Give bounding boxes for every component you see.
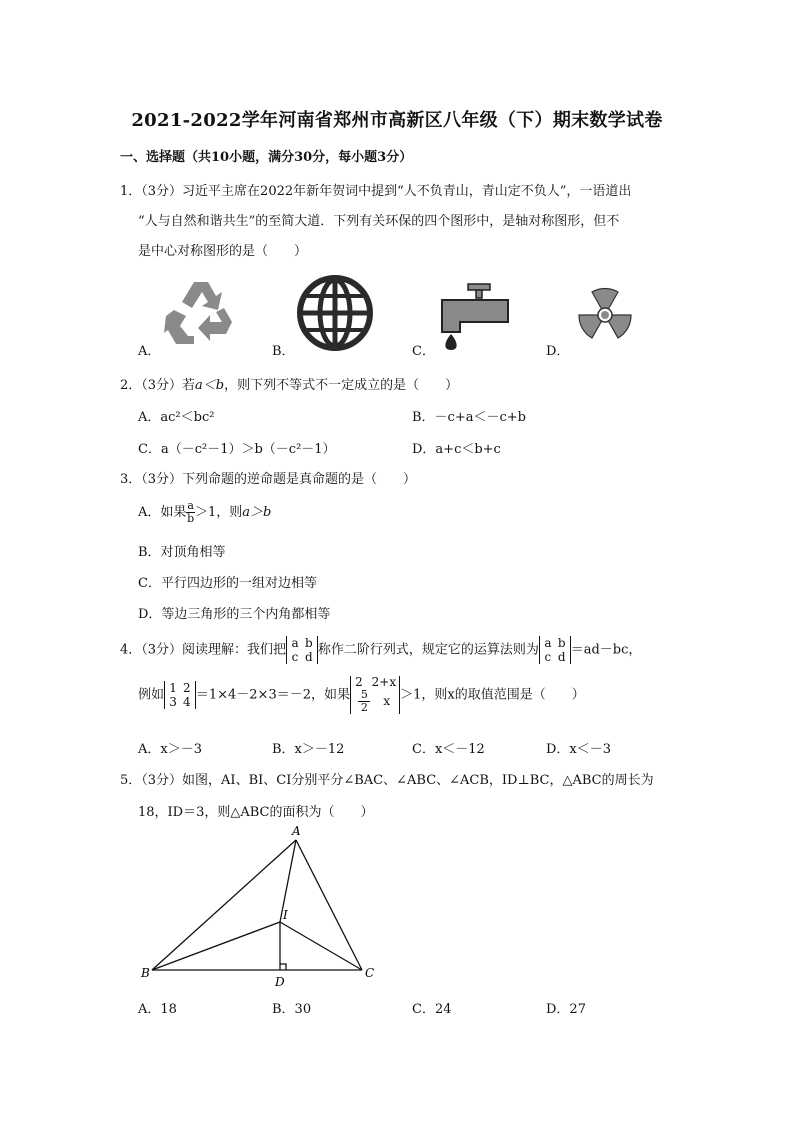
q1-line3: 是中心对称图形的是（ ） bbox=[138, 244, 308, 259]
label-b: B bbox=[141, 966, 150, 980]
q1-line2: “人与自然和谐共生”的至简大道．下列有关环保的四个图形中，是轴对称图形，但不 bbox=[138, 214, 620, 229]
q3-option-b: B．对顶角相等 bbox=[138, 545, 226, 560]
q4-line1: 4．（3分）阅读理解：我们把 a b c d 称作二阶行列式，规定它的运算法则为 a b c d ＝ad－bc， bbox=[120, 636, 642, 664]
determinant-abcd-2: a b c d bbox=[539, 636, 571, 664]
section-heading: 一、选择题（共10小题，满分30分，每小题3分） bbox=[120, 150, 413, 165]
determinant-abcd: a b c d bbox=[286, 636, 318, 664]
label-c: C bbox=[365, 966, 375, 980]
recycle-icon bbox=[164, 278, 236, 348]
q5-option-d: D．27 bbox=[546, 1002, 586, 1017]
q2-option-b: B．－c+a＜－c+b bbox=[412, 410, 526, 425]
q2-option-c: C．a（－c²－1）＞b（－c²－1） bbox=[138, 442, 336, 457]
determinant-1234: 1 2 3 4 bbox=[164, 681, 196, 709]
q4-line2: 例如 1 2 3 4 ＝1×4－2×3＝－2，如果2 2+x $\frac{5}{2}$ x ＞1，则x的取值范围是（ ） bbox=[138, 675, 585, 714]
q4-option-a: A．x＞－3 bbox=[138, 742, 202, 757]
q5-option-a: A．18 bbox=[138, 1002, 177, 1017]
globe-icon bbox=[296, 274, 374, 352]
q5-line2: 18，ID＝3，则△ABC的面积为（ ） bbox=[138, 805, 374, 820]
q5-option-c: C．24 bbox=[412, 1002, 452, 1017]
q4-option-c: C．x＜－12 bbox=[412, 742, 485, 757]
q4-option-d: D．x＜－3 bbox=[546, 742, 612, 757]
triangle-figure bbox=[136, 822, 386, 992]
q5-option-b: B．30 bbox=[272, 1002, 312, 1017]
q1-option-b: B． bbox=[272, 344, 295, 359]
radiation-icon bbox=[570, 282, 640, 348]
q5-line1: 5．（3分）如图，AI、BI、CI分别平分∠BAC、∠ABC、∠ACB，ID⊥BC，△ABC的周长为 bbox=[120, 773, 654, 788]
q3-option-c: C．平行四边形的一组对边相等 bbox=[138, 576, 317, 591]
q3-option-d: D．等边三角形的三个内角都相等 bbox=[138, 607, 331, 622]
q2-option-a: A．ac²＜bc² bbox=[138, 410, 215, 425]
determinant-x: 2 2+x $\frac{5}{2}$ x bbox=[350, 676, 400, 714]
q4-option-b: B．x＞－12 bbox=[272, 742, 345, 757]
q1-line1: 1．（3分）习近平主席在2022年新年贺词中提到“人不负青山，青山定不负人”，一语道出 bbox=[120, 184, 632, 199]
q3-stem: 3．（3分）下列命题的逆命题是真命题的是（ ） bbox=[120, 472, 417, 487]
q1-option-d: D． bbox=[546, 344, 570, 359]
label-a: A bbox=[292, 824, 301, 838]
q2-stem: 2．（3分）若a＜b，则下列不等式不一定成立的是（ ） bbox=[120, 378, 459, 393]
faucet-icon bbox=[438, 280, 514, 352]
label-i: I bbox=[283, 908, 288, 922]
q2-option-d: D．a+c＜b+c bbox=[412, 442, 501, 457]
label-d: D bbox=[275, 975, 285, 989]
q1-option-c: C． bbox=[412, 344, 435, 359]
q1-option-a: A． bbox=[138, 344, 161, 359]
page-title: 2021-2022学年河南省郑州市高新区八年级（下）期末数学试卷 bbox=[131, 110, 663, 131]
q3-option-a: A．如果 $\frac{a}{b}$ ＞1，则a＞b bbox=[138, 499, 272, 525]
